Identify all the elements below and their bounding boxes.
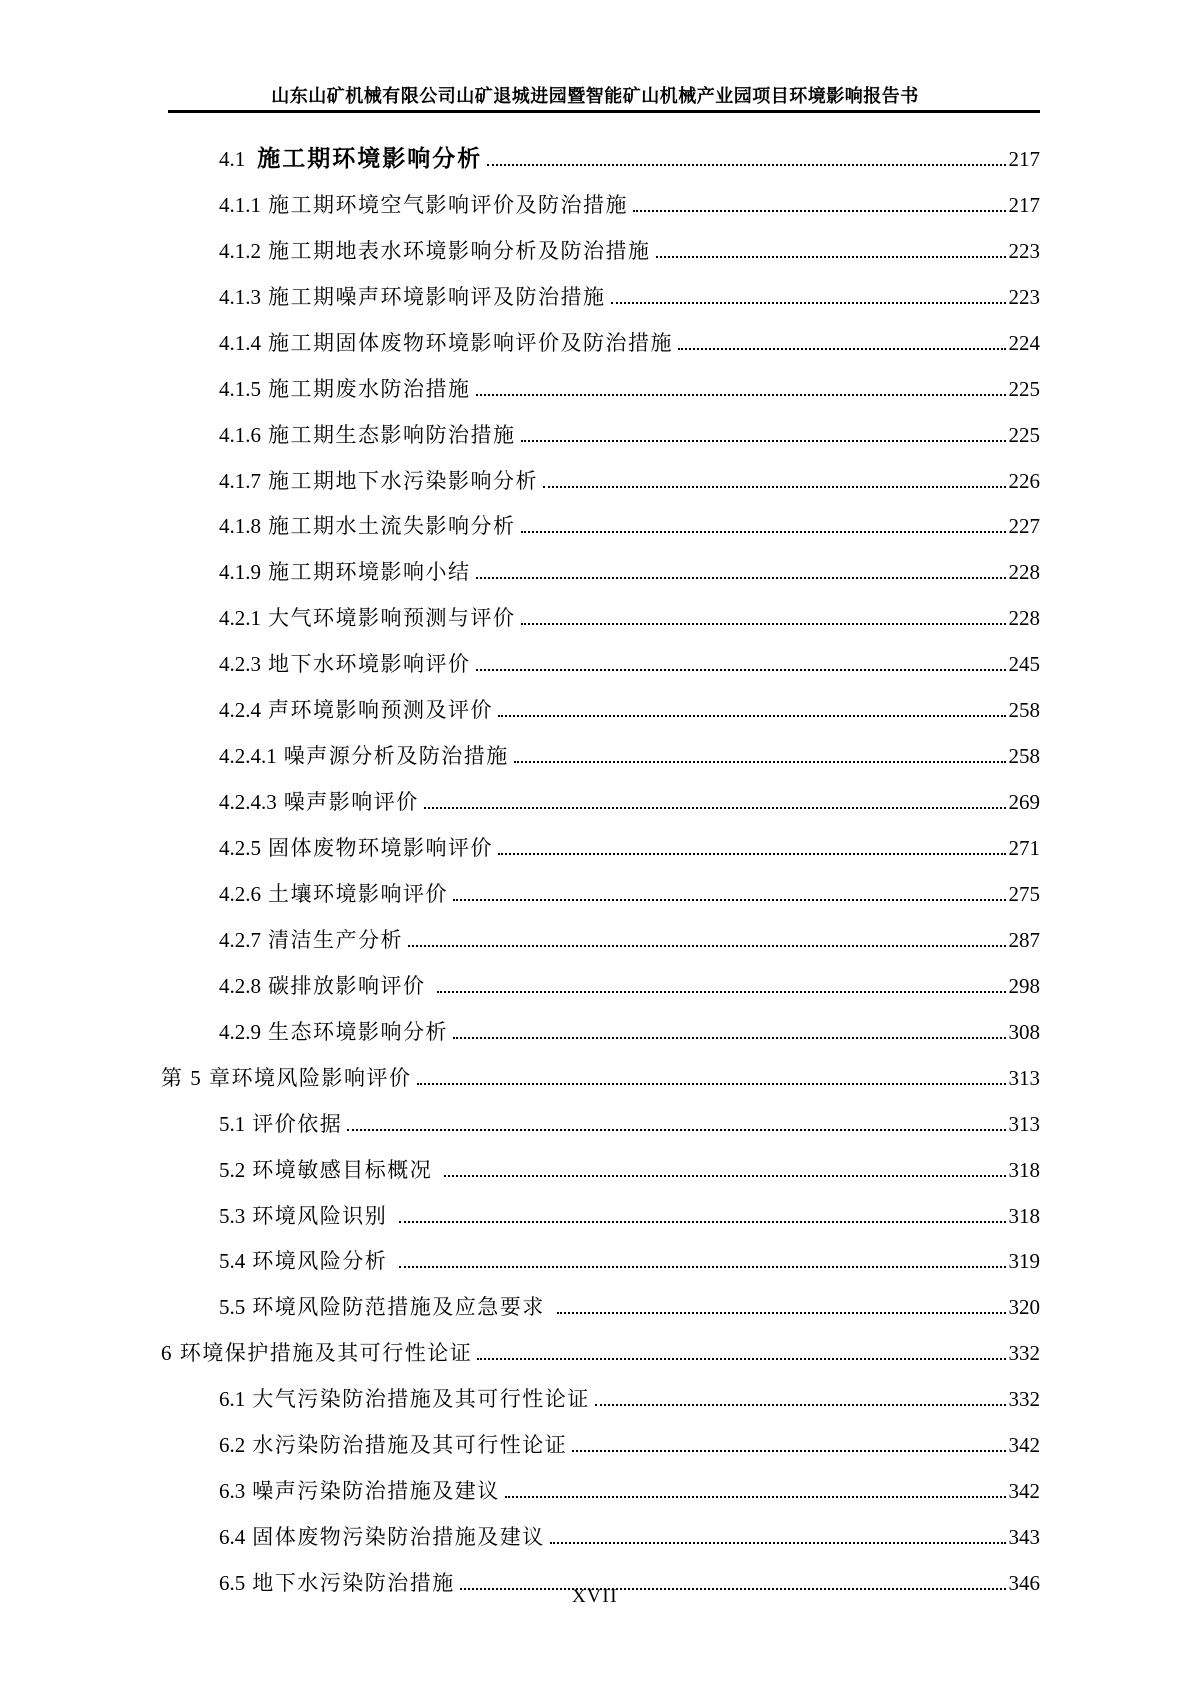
toc-entry-number: 6.2	[219, 1433, 246, 1458]
toc-entry[interactable]	[0, 360, 1190, 406]
toc-entry[interactable]	[0, 1324, 1190, 1370]
toc-entry[interactable]	[0, 1095, 1190, 1141]
toc-entry-label: 施工期环境空气影响评价及防治措施	[268, 192, 628, 217]
toc	[0, 130, 1190, 1600]
dot-leader	[453, 899, 1006, 901]
toc-entry-label: 施工期环境影响小结	[268, 560, 471, 585]
toc-entry-page: 332	[1008, 1341, 1040, 1366]
toc-entry[interactable]	[0, 176, 1190, 222]
dot-leader	[595, 1404, 1006, 1406]
toc-entry-number: 4.2.1	[219, 606, 261, 631]
toc-entry-number: 5.2	[219, 1157, 246, 1182]
toc-entry[interactable]	[0, 1049, 1190, 1095]
toc-entry-label: 噪声影响评价	[283, 790, 419, 815]
dot-leader	[444, 1175, 1006, 1177]
toc-entry-page: 320	[1008, 1295, 1040, 1320]
toc-entry-label: 地下水环境影响评价	[268, 652, 471, 677]
dot-leader	[399, 1266, 1006, 1268]
dot-leader	[399, 1221, 1006, 1223]
toc-entry-label: 环境风险防范措施及应急要求	[252, 1295, 552, 1320]
toc-entry-number: 4.1.2	[219, 238, 261, 263]
toc-entry-label: 环境敏感目标概况	[252, 1157, 439, 1182]
toc-entry[interactable]	[0, 130, 1190, 176]
toc-entry-number: 4.1.5	[219, 376, 261, 401]
toc-entry-number: 4.2.4.3	[219, 790, 277, 815]
toc-entry[interactable]	[0, 957, 1190, 1003]
toc-entry-page: 258	[1008, 698, 1040, 723]
dot-leader	[611, 302, 1006, 304]
toc-entry-label: 环境风险识别	[252, 1203, 394, 1228]
toc-entry[interactable]	[0, 1003, 1190, 1049]
toc-entry-page: 226	[1008, 468, 1040, 493]
toc-entry-number: 6.5	[219, 1571, 246, 1595]
toc-entry-label: 施工期生态影响防治措施	[268, 422, 516, 447]
toc-entry-page: 298	[1008, 973, 1040, 998]
toc-entry-label: 大气环境影响预测与评价	[268, 606, 516, 631]
toc-entry-label: 生态环境影响分析	[268, 1019, 448, 1044]
toc-entry-number: 4.2.4.1	[219, 744, 277, 769]
toc-entry[interactable]	[0, 222, 1190, 268]
dot-leader	[505, 1496, 1006, 1498]
toc-entry-page: 228	[1008, 560, 1040, 585]
toc-entry[interactable]	[0, 1141, 1190, 1187]
toc-entry-page: 287	[1008, 927, 1040, 952]
toc-entry[interactable]	[0, 1416, 1190, 1462]
dot-leader	[521, 623, 1006, 625]
toc-entry-number: 4.2.7	[219, 927, 261, 952]
dot-leader	[347, 1129, 1005, 1131]
toc-entry-page: 228	[1008, 606, 1040, 631]
toc-entry-number: 6.1	[219, 1387, 246, 1412]
dot-leader	[477, 1358, 1005, 1360]
dot-leader	[572, 1450, 1005, 1452]
toc-entry-number: 5.5	[219, 1295, 246, 1320]
toc-entry[interactable]	[0, 819, 1190, 865]
page-number: XVII	[571, 1586, 619, 1607]
toc-entry-page: 225	[1008, 422, 1040, 447]
toc-entry[interactable]	[0, 543, 1190, 589]
header-title: 山东山矿机械有限公司山矿退城进园暨智能矿山机械产业园项目环境影响报告书	[271, 86, 919, 106]
toc-entry[interactable]	[0, 773, 1190, 819]
toc-entry[interactable]	[0, 406, 1190, 452]
toc-entry-label: 声环境影响预测及评价	[268, 698, 493, 723]
toc-entry-page: 343	[1008, 1525, 1040, 1550]
toc-entry-label: 地下水污染防治措施	[252, 1571, 455, 1595]
toc-entry-number: 4.2.4	[219, 698, 261, 723]
toc-entry[interactable]	[0, 865, 1190, 911]
toc-entry-number: 4.1.9	[219, 560, 261, 585]
toc-entry-label: 碳排放影响评价	[268, 973, 433, 998]
toc-entry-number: 4.1.6	[219, 422, 261, 447]
dot-leader	[514, 761, 1006, 763]
dot-leader	[424, 807, 1006, 809]
toc-entry[interactable]	[0, 635, 1190, 681]
toc-entry-page: 223	[1008, 238, 1040, 263]
toc-entry[interactable]	[0, 911, 1190, 957]
toc-entry-label: 评价依据	[252, 1111, 343, 1136]
toc-entry-number: 4.1	[219, 146, 246, 171]
toc-entry-label: 施工期废水防治措施	[268, 376, 471, 401]
dot-leader	[550, 1542, 1006, 1544]
toc-entry-page: 271	[1008, 836, 1040, 860]
toc-entry-label: 施工期水土流失影响分析	[268, 514, 516, 539]
toc-entry-page: 313	[1008, 1111, 1040, 1136]
toc-entry-label: 土壤环境影响评价	[268, 881, 448, 906]
dot-leader	[476, 577, 1006, 579]
toc-entry[interactable]	[0, 452, 1190, 498]
dot-leader	[656, 256, 1006, 258]
toc-entry-label: 大气污染防治措施及其可行性论证	[252, 1387, 590, 1412]
toc-entry-number: 6.3	[219, 1479, 246, 1504]
toc-entry-number: 4.1.7	[219, 468, 261, 493]
toc-entry-page: 224	[1008, 330, 1040, 355]
dot-leader	[453, 1037, 1006, 1039]
toc-entry-label: 施工期噪声环境影响评及防治措施	[268, 284, 606, 309]
toc-entry-label: 水污染防治措施及其可行性论证	[252, 1433, 568, 1458]
dot-leader	[487, 164, 1005, 166]
toc-entry-number: 4.2.5	[219, 836, 261, 860]
toc-entry[interactable]	[0, 1370, 1190, 1416]
toc-entry-label: 施工期地表水环境影响分析及防治措施	[268, 238, 651, 263]
toc-entry-page: 318	[1008, 1203, 1040, 1228]
toc-entry-page: 223	[1008, 284, 1040, 309]
toc-entry-number: 4.1.3	[219, 284, 261, 309]
dot-leader	[498, 853, 1006, 855]
toc-entry-page: 318	[1008, 1157, 1040, 1182]
toc-entry-page: 319	[1008, 1249, 1040, 1274]
toc-entry[interactable]	[0, 1462, 1190, 1508]
toc-entry[interactable]	[0, 1278, 1190, 1324]
dot-leader	[678, 348, 1006, 350]
dot-leader	[543, 486, 1006, 488]
toc-entry-label: 环境风险分析	[252, 1249, 394, 1274]
toc-entry-label: 清洁生产分析	[268, 927, 403, 952]
toc-entry-number: 6.4	[219, 1525, 246, 1550]
toc-entry-page: 217	[1008, 146, 1040, 171]
toc-entry-page: 227	[1008, 514, 1040, 539]
dot-leader	[633, 210, 1006, 212]
toc-entry-label: 施工期环境影响分析	[257, 144, 483, 171]
toc-entry-page: 342	[1008, 1433, 1040, 1458]
toc-entry-page: 332	[1008, 1387, 1040, 1412]
toc-entry-number: 4.2.8	[219, 973, 261, 998]
toc-entry-number: 4.2.3	[219, 652, 261, 677]
toc-entry-page: 217	[1008, 192, 1040, 217]
toc-entry-page: 342	[1008, 1479, 1040, 1504]
dot-leader	[476, 669, 1006, 671]
toc-entry-label: 施工期地下水污染影响分析	[268, 468, 538, 493]
toc-entry-label: 噪声源分析及防治措施	[283, 744, 509, 769]
toc-entry-number: 5.3	[219, 1203, 246, 1228]
dot-leader	[476, 394, 1006, 396]
toc-entry-label: 噪声污染防治措施及建议	[252, 1479, 500, 1504]
toc-entry[interactable]	[0, 727, 1190, 773]
toc-entry-label: 固体废物污染防治措施及建议	[252, 1525, 545, 1550]
toc-entry-label: 第 5 章环境风险影响评价	[161, 1065, 412, 1090]
dot-leader	[417, 1083, 1006, 1085]
toc-entry-number: 5.4	[219, 1249, 246, 1274]
toc-entry[interactable]	[0, 1233, 1190, 1279]
toc-entry[interactable]	[0, 1508, 1190, 1554]
page-footer	[0, 1586, 1190, 1608]
dot-leader	[437, 991, 1005, 993]
dot-leader	[408, 945, 1006, 947]
toc-entry-number: 5.1	[219, 1111, 246, 1136]
toc-entry-number: 4.1.4	[219, 330, 261, 355]
toc-entry-page: 275	[1008, 881, 1040, 906]
dot-leader	[521, 531, 1006, 533]
toc-entry-page: 313	[1008, 1065, 1040, 1090]
toc-entry-number: 4.2.9	[219, 1019, 261, 1044]
toc-entry[interactable]	[0, 314, 1190, 360]
toc-entry[interactable]	[0, 1187, 1190, 1233]
toc-entry-page: 258	[1008, 744, 1040, 769]
toc-entry-page: 308	[1008, 1019, 1040, 1044]
toc-entry-page: 245	[1008, 652, 1040, 677]
toc-entry-number: 4.1.8	[219, 514, 261, 539]
header-rule	[168, 110, 1040, 113]
toc-entry-label: 6 环境保护措施及其可行性论证	[161, 1341, 473, 1366]
toc-entry-page: 346	[1008, 1571, 1040, 1595]
toc-entry-number: 4.2.6	[219, 881, 261, 906]
dot-leader	[498, 715, 1006, 717]
toc-entry-number: 4.1.1	[219, 192, 261, 217]
toc-entry-label: 施工期固体废物环境影响评价及防治措施	[268, 330, 673, 355]
toc-entry[interactable]	[0, 589, 1190, 635]
toc-entry-label: 固体废物环境影响评价	[268, 836, 493, 860]
toc-entry[interactable]	[0, 498, 1190, 544]
dot-leader	[521, 440, 1006, 442]
toc-entry[interactable]	[0, 681, 1190, 727]
toc-entry-page: 269	[1008, 790, 1040, 815]
toc-entry[interactable]	[0, 268, 1190, 314]
dot-leader	[557, 1312, 1006, 1314]
toc-entry-page: 225	[1008, 376, 1040, 401]
